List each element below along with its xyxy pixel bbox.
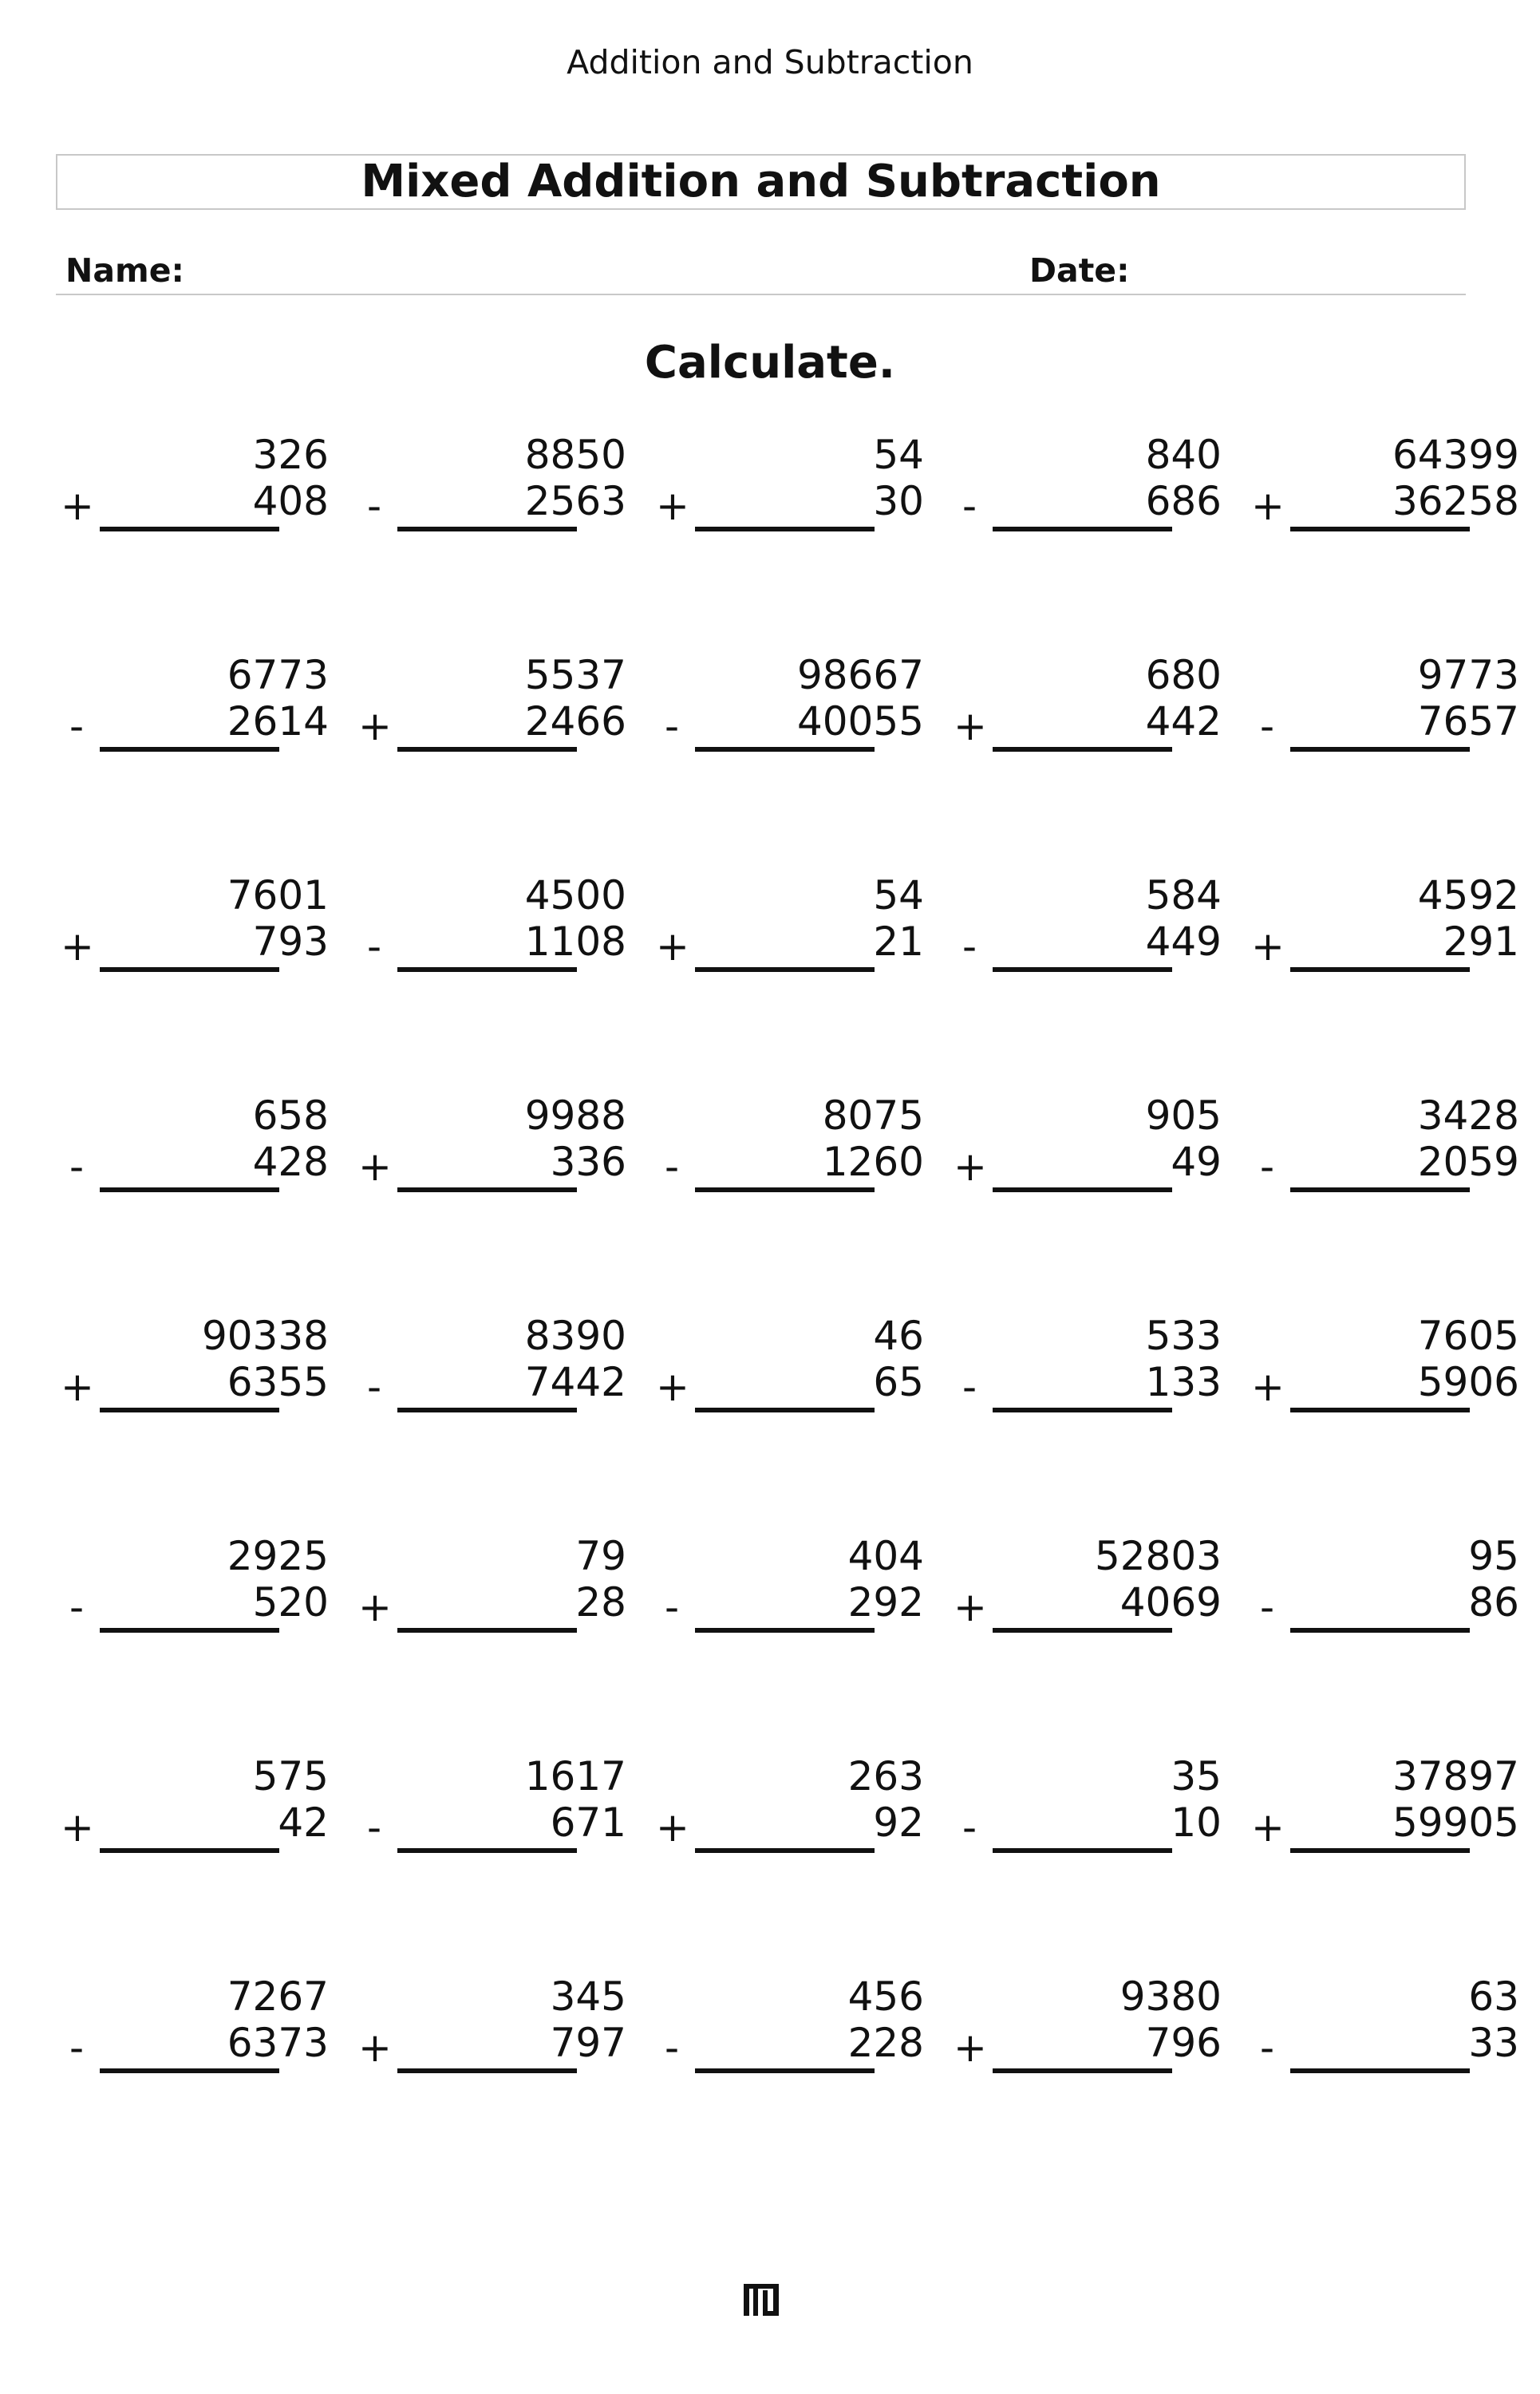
problem-item — [651, 1752, 948, 1973]
problem-item — [949, 1752, 1246, 1973]
operator-sign: - — [1259, 1144, 1275, 1190]
top-number: 9773 — [1417, 652, 1519, 698]
top-number: 345 — [550, 1973, 626, 2020]
answer-line — [1290, 2068, 1470, 2073]
operator-sign: + — [656, 923, 689, 970]
top-number: 54 — [873, 432, 924, 478]
operator-sign: - — [962, 483, 977, 529]
answer-line — [397, 967, 577, 972]
problem-item — [949, 651, 1246, 871]
bottom-number: 336 — [550, 1139, 626, 1185]
bottom-number: 28 — [575, 1579, 626, 1626]
problem-item — [1246, 651, 1540, 871]
bottom-number: 428 — [252, 1139, 329, 1185]
top-number: 98667 — [796, 652, 924, 698]
bottom-number: 59905 — [1392, 1799, 1519, 1846]
problem-item — [1246, 1092, 1540, 1312]
bottom-number: 92 — [873, 1799, 924, 1846]
top-number: 404 — [847, 1533, 924, 1579]
operator-sign: + — [358, 703, 392, 749]
operator-sign: + — [954, 1144, 987, 1190]
problem-item — [56, 871, 353, 1092]
answer-line — [1290, 1848, 1470, 1853]
name-date-row — [56, 251, 1466, 295]
top-number: 64399 — [1392, 432, 1519, 478]
top-number: 456 — [847, 1973, 924, 2020]
bottom-number: 291 — [1443, 918, 1519, 965]
top-number: 7267 — [227, 1973, 329, 2020]
answer-line — [993, 747, 1172, 752]
bottom-number: 6373 — [227, 2020, 329, 2066]
operator-sign: + — [1251, 483, 1285, 529]
answer-line — [1290, 967, 1470, 972]
operator-sign: + — [656, 483, 689, 529]
bottom-number: 292 — [847, 1579, 924, 1626]
problem-item — [56, 1973, 353, 2193]
top-number: 905 — [1145, 1092, 1222, 1139]
operator-sign: + — [656, 1804, 689, 1851]
bottom-number: 796 — [1145, 2020, 1222, 2066]
operator-sign: - — [962, 923, 977, 970]
bottom-number: 449 — [1145, 918, 1222, 965]
operator-sign: + — [954, 1584, 987, 1630]
top-number: 326 — [252, 432, 329, 478]
bottom-number: 42 — [278, 1799, 329, 1846]
top-number: 8850 — [524, 432, 626, 478]
answer-line — [100, 2068, 279, 2073]
answer-line — [993, 1408, 1172, 1412]
problem-item — [56, 651, 353, 871]
problem-item — [651, 1973, 948, 2193]
answer-line — [397, 747, 577, 752]
operator-sign: + — [1251, 1364, 1285, 1410]
operator-sign: + — [656, 1364, 689, 1410]
operator-sign: - — [664, 1584, 680, 1630]
problem-item — [949, 1532, 1246, 1752]
operator-sign: - — [664, 703, 680, 749]
operator-sign: - — [69, 1584, 85, 1630]
answer-line — [1290, 1187, 1470, 1192]
answer-line — [1290, 527, 1470, 531]
operator-sign: - — [366, 483, 382, 529]
problem-item — [651, 431, 948, 651]
top-number: 8075 — [822, 1092, 924, 1139]
problem-item — [1246, 431, 1540, 651]
problem-item — [56, 431, 353, 651]
problem-item — [949, 871, 1246, 1092]
problem-item — [353, 651, 650, 871]
problem-item — [1246, 871, 1540, 1092]
operator-sign: - — [962, 1364, 977, 1410]
top-number: 584 — [1145, 872, 1222, 918]
problem-item — [949, 1973, 1246, 2193]
operator-sign: - — [962, 1804, 977, 1851]
problem-item — [353, 871, 650, 1092]
bottom-number: 686 — [1145, 478, 1222, 524]
bottom-number: 5906 — [1417, 1359, 1519, 1405]
answer-line — [397, 2068, 577, 2073]
top-number: 680 — [1145, 652, 1222, 698]
bottom-number: 49 — [1171, 1139, 1222, 1185]
operator-sign: + — [954, 703, 987, 749]
top-number: 95 — [1468, 1533, 1519, 1579]
answer-line — [695, 1848, 875, 1853]
bottom-number: 1108 — [524, 918, 626, 965]
operator-sign: + — [61, 1364, 94, 1410]
bottom-number: 2059 — [1417, 1139, 1519, 1185]
top-number: 54 — [873, 872, 924, 918]
problem-item — [353, 1752, 650, 1973]
problem-item — [949, 1312, 1246, 1532]
top-number: 840 — [1145, 432, 1222, 478]
top-number: 37897 — [1392, 1753, 1519, 1799]
problem-item — [353, 1973, 650, 2193]
answer-line — [100, 967, 279, 972]
top-number: 658 — [252, 1092, 329, 1139]
problem-item — [651, 1092, 948, 1312]
problem-item — [353, 431, 650, 651]
answer-line — [993, 2068, 1172, 2073]
problem-item — [651, 871, 948, 1092]
top-number: 3428 — [1417, 1092, 1519, 1139]
problem-item — [949, 1092, 1246, 1312]
bottom-number: 2563 — [524, 478, 626, 524]
top-number: 35 — [1171, 1753, 1222, 1799]
bottom-number: 793 — [252, 918, 329, 965]
operator-sign: + — [1251, 923, 1285, 970]
operator-sign: - — [664, 1144, 680, 1190]
answer-line — [993, 1848, 1172, 1853]
answer-line — [695, 967, 875, 972]
operator-sign: - — [1259, 2025, 1275, 2071]
problem-item — [56, 1092, 353, 1312]
top-number: 6773 — [227, 652, 329, 698]
answer-line — [695, 1408, 875, 1412]
name-label: Name: — [65, 251, 184, 290]
answer-line — [397, 1408, 577, 1412]
answer-line — [1290, 1408, 1470, 1412]
brand-logo-icon — [742, 2282, 780, 2317]
bottom-number: 442 — [1145, 698, 1222, 745]
top-number: 79 — [575, 1533, 626, 1579]
answer-line — [695, 2068, 875, 2073]
bottom-number: 21 — [873, 918, 924, 965]
bottom-number: 65 — [873, 1359, 924, 1405]
answer-line — [695, 527, 875, 531]
problem-item — [56, 1752, 353, 1973]
answer-line — [397, 1848, 577, 1853]
answer-line — [397, 1187, 577, 1192]
bottom-number: 10 — [1171, 1799, 1222, 1846]
bottom-number: 7657 — [1417, 698, 1519, 745]
problem-item — [353, 1312, 650, 1532]
top-number: 4592 — [1417, 872, 1519, 918]
top-number: 1617 — [524, 1753, 626, 1799]
bottom-number: 133 — [1145, 1359, 1222, 1405]
problem-item — [949, 431, 1246, 651]
problem-item — [651, 1532, 948, 1752]
answer-line — [100, 1187, 279, 1192]
problem-item — [56, 1532, 353, 1752]
problem-item — [1246, 1752, 1540, 1973]
top-number: 9380 — [1119, 1973, 1222, 2020]
top-number: 63 — [1468, 1973, 1519, 2020]
problem-item — [651, 651, 948, 871]
answer-line — [695, 1628, 875, 1633]
bottom-number: 797 — [550, 2020, 626, 2066]
top-number: 4500 — [524, 872, 626, 918]
bottom-number: 520 — [252, 1579, 329, 1626]
problem-item — [56, 1312, 353, 1532]
problem-item — [651, 1312, 948, 1532]
bottom-number: 40055 — [796, 698, 924, 745]
top-number: 5537 — [524, 652, 626, 698]
problem-item — [353, 1092, 650, 1312]
operator-sign: - — [69, 703, 85, 749]
operator-sign: - — [69, 2025, 85, 2071]
answer-line — [100, 1628, 279, 1633]
answer-line — [695, 1187, 875, 1192]
operator-sign: - — [1259, 1584, 1275, 1630]
operator-sign: + — [954, 2025, 987, 2071]
answer-line — [993, 1187, 1172, 1192]
problem-item — [1246, 1973, 1540, 2193]
answer-line — [100, 1408, 279, 1412]
bottom-number: 2466 — [524, 698, 626, 745]
worksheet-title: Mixed Addition and Subtraction — [56, 154, 1466, 210]
top-number: 46 — [873, 1313, 924, 1359]
answer-line — [695, 747, 875, 752]
bottom-number: 408 — [252, 478, 329, 524]
bottom-number: 4069 — [1119, 1579, 1222, 1626]
answer-line — [1290, 1628, 1470, 1633]
answer-line — [993, 527, 1172, 531]
page-header: Addition and Subtraction — [567, 43, 973, 81]
operator-sign: - — [366, 1804, 382, 1851]
bottom-number: 228 — [847, 2020, 924, 2066]
top-number: 263 — [847, 1753, 924, 1799]
operator-sign: + — [61, 1804, 94, 1851]
bottom-number: 86 — [1468, 1579, 1519, 1626]
top-number: 2925 — [227, 1533, 329, 1579]
answer-line — [100, 1848, 279, 1853]
answer-line — [1290, 747, 1470, 752]
bottom-number: 36258 — [1392, 478, 1519, 524]
operator-sign: - — [1259, 703, 1275, 749]
top-number: 533 — [1145, 1313, 1222, 1359]
operator-sign: - — [366, 923, 382, 970]
answer-line — [993, 967, 1172, 972]
bottom-number: 7442 — [524, 1359, 626, 1405]
top-number: 9988 — [524, 1092, 626, 1139]
answer-line — [993, 1628, 1172, 1633]
date-label: Date: — [1029, 251, 1130, 290]
bottom-number: 6355 — [227, 1359, 329, 1405]
bottom-number: 1260 — [822, 1139, 924, 1185]
problem-item — [1246, 1532, 1540, 1752]
bottom-number: 2614 — [227, 698, 329, 745]
instruction-heading: Calculate. — [644, 337, 896, 389]
problem-grid — [56, 431, 1519, 2193]
operator-sign: + — [1251, 1804, 1285, 1851]
operator-sign: + — [358, 1584, 392, 1630]
operator-sign: - — [366, 1364, 382, 1410]
top-number: 575 — [252, 1753, 329, 1799]
problem-item — [1246, 1312, 1540, 1532]
bottom-number: 671 — [550, 1799, 626, 1846]
top-number: 7601 — [227, 872, 329, 918]
top-number: 7605 — [1417, 1313, 1519, 1359]
operator-sign: - — [664, 2025, 680, 2071]
problem-item — [353, 1532, 650, 1752]
top-number: 90338 — [201, 1313, 329, 1359]
bottom-number: 30 — [873, 478, 924, 524]
answer-line — [100, 747, 279, 752]
answer-line — [100, 527, 279, 531]
operator-sign: + — [61, 923, 94, 970]
bottom-number: 33 — [1468, 2020, 1519, 2066]
top-number: 8390 — [524, 1313, 626, 1359]
answer-line — [397, 527, 577, 531]
operator-sign: + — [61, 483, 94, 529]
operator-sign: + — [358, 1144, 392, 1190]
answer-line — [397, 1628, 577, 1633]
operator-sign: - — [69, 1144, 85, 1190]
operator-sign: + — [358, 2025, 392, 2071]
top-number: 52803 — [1094, 1533, 1222, 1579]
